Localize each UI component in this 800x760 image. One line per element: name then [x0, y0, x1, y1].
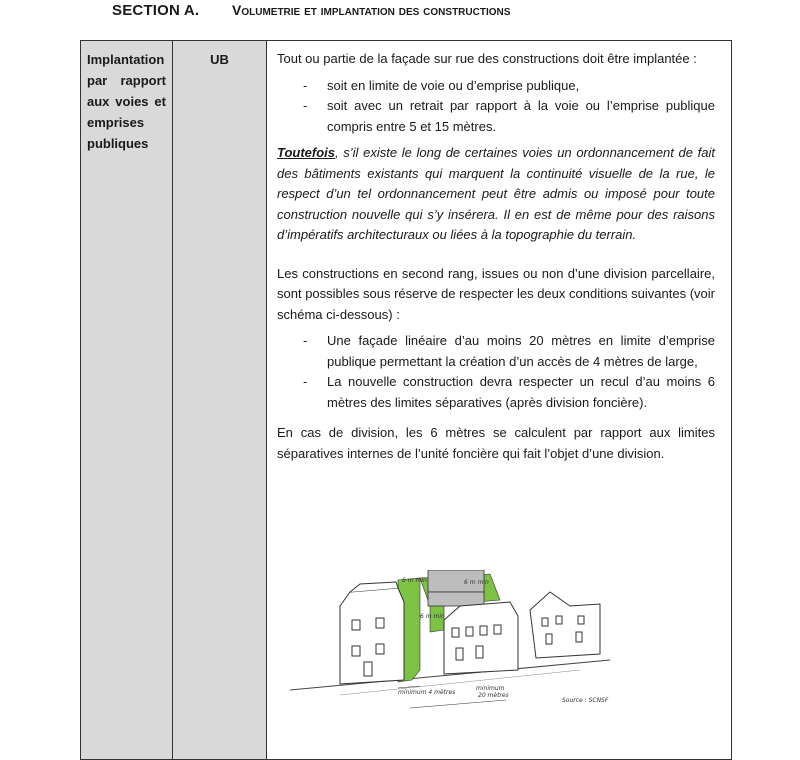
label-minimum: minimum: [476, 685, 505, 692]
label-20m: 20 mètres: [478, 692, 509, 699]
list-item: - soit avec un retrait par rapport à la voie ou l’emprise publique compris entre 5 et 15 mètres.: [299, 96, 715, 137]
section-number: SECTION A.: [112, 2, 200, 19]
zone-code: UB: [210, 52, 229, 67]
rule-label-cell: [81, 41, 173, 759]
toutefois-paragraph: [277, 143, 715, 246]
right-house: [530, 592, 600, 658]
division-paragraph: En cas de division, les 6 mètres se calculent par rapport aux limites séparatives internes de l’unité foncière qui fait l’objet d’une division.: [277, 425, 715, 461]
list-item: - Une façade linéaire d’au moins 20 mètres en limite d’emprise publique permettant la création d’un accès de 4 mètres de large,: [299, 331, 715, 372]
rule-label: Implantation par rapport aux voies et emprises publiques: [87, 52, 166, 151]
label-6m-mid: 6 m min: [420, 613, 445, 620]
section-header: [112, 2, 510, 22]
second-rank-building: [428, 592, 484, 606]
intro-paragraph: Tout ou partie de la façade sur rue des constructions doit être implantée :: [277, 51, 697, 66]
dimension-line: [410, 700, 506, 708]
middle-house: [444, 602, 518, 674]
list-item: - soit en limite de voie ou d’emprise publique,: [299, 76, 715, 97]
zone-cell: [173, 41, 267, 759]
left-house: [340, 582, 404, 684]
toutefois-text: , s’il existe le long de certaines voies un ordonnancement de fait des bâtiments existants qui marquent la continuité visuelle de la rue, le respect d’un tel ordonnancement peut être admis ou imposé pour toute construction nouvelle qui s’y insérera. Il en est de même pour des raisons d’impératifs architecturaux ou liées à la topographie du terrain.: [277, 145, 715, 242]
toutefois-keyword: Toutefois: [277, 145, 336, 160]
list-item: - La nouvelle construction devra respecter un recul d’au moins 6 mètres des limites séparatives (après division foncière).: [299, 372, 715, 413]
source-label: Source : SCNSF: [562, 697, 609, 704]
label-min-4m: minimum 4 mètres: [398, 689, 456, 696]
implantation-list: [277, 76, 715, 138]
label-6m-right: 6 m min: [464, 579, 489, 586]
conditions-list: [277, 331, 715, 413]
second-rang-paragraph: Les constructions en second rang, issues ou non d’une division parcellaire, sont possibles sous réserve de respecter les deux conditions suivantes (voir schéma ci-dessous) :: [277, 265, 715, 322]
section-title: Volumetrie et implantation des constructions: [232, 2, 511, 18]
implantation-diagram: [280, 570, 620, 720]
label-6m-top: 6 m min: [402, 577, 427, 584]
